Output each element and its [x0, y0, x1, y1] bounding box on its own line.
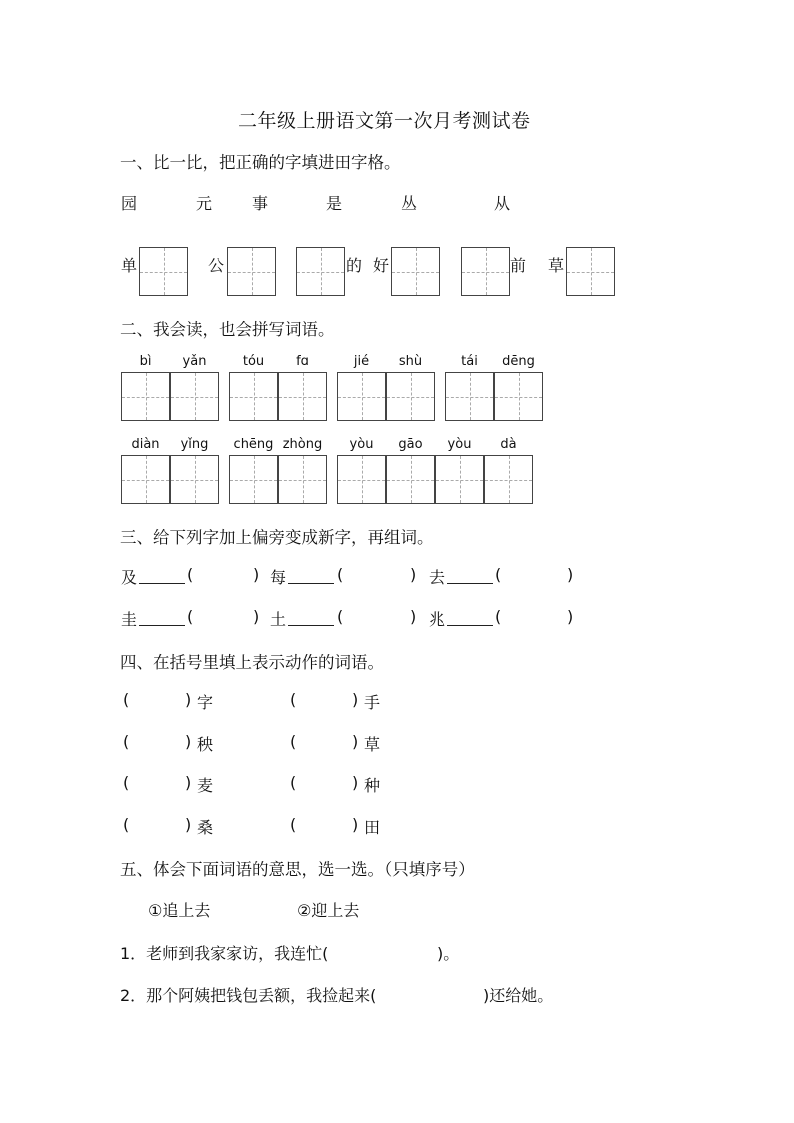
- pinyin-label: shù: [398, 354, 423, 369]
- section3-heading: 三、给下列字加上偏旁变成新字，再组词。: [120, 528, 434, 547]
- tianzige-box[interactable]: [461, 247, 510, 296]
- pinyin-label: yǐng: [180, 437, 209, 452]
- question-text-end: )还给她。: [483, 986, 554, 1005]
- close-paren: ): [352, 690, 359, 709]
- choice-char: 丛: [401, 194, 418, 213]
- tianzige-box[interactable]: [121, 372, 170, 421]
- close-paren: ): [185, 815, 192, 834]
- pinyin-label: yòu: [349, 437, 374, 452]
- action-object: 田: [364, 818, 381, 837]
- tianzige-box[interactable]: [229, 372, 278, 421]
- open-paren: (: [187, 565, 194, 584]
- question-text-end: )。: [437, 944, 460, 963]
- tianzige-box[interactable]: [445, 372, 494, 421]
- word-char: 好: [373, 256, 390, 275]
- tianzige-box[interactable]: [296, 247, 345, 296]
- blank-line[interactable]: [139, 567, 185, 584]
- open-paren: (: [290, 815, 297, 834]
- tianzige-box[interactable]: [386, 455, 435, 504]
- tianzige-box[interactable]: [337, 372, 386, 421]
- blank-line[interactable]: [447, 567, 493, 584]
- pinyin-label: zhòng: [282, 437, 323, 452]
- action-object: 麦: [197, 776, 214, 795]
- section2-heading: 二、我会读，也会拼写词语。: [120, 320, 335, 339]
- page-title: 二年级上册语文第一次月考测试卷: [238, 110, 531, 132]
- close-paren: ): [185, 690, 192, 709]
- tianzige-box[interactable]: [229, 455, 278, 504]
- blank-line[interactable]: [447, 609, 493, 626]
- open-paren: (: [495, 607, 502, 626]
- pinyin-label: tái: [461, 354, 478, 369]
- base-char: 圭: [121, 610, 138, 629]
- open-paren: (: [337, 607, 344, 626]
- close-paren: ): [567, 607, 574, 626]
- choice-char: 事: [252, 194, 269, 213]
- word-char: 公: [208, 256, 225, 275]
- open-paren: (: [290, 732, 297, 751]
- tianzige-box[interactable]: [170, 372, 219, 421]
- close-paren: ): [253, 607, 260, 626]
- pinyin-label: yǎn: [182, 354, 207, 369]
- tianzige-box[interactable]: [170, 455, 219, 504]
- action-object: 种: [364, 776, 381, 795]
- open-paren: (: [290, 773, 297, 792]
- base-char: 土: [270, 610, 287, 629]
- action-object: 字: [197, 693, 214, 712]
- choice-char: 园: [121, 194, 138, 213]
- question-text: 2．那个阿姨把钱包丢额，我捡起来(: [120, 986, 377, 1005]
- open-paren: (: [495, 565, 502, 584]
- pinyin-label: bì: [139, 354, 152, 369]
- choice-char: 是: [326, 194, 343, 213]
- word-char: 的: [346, 256, 363, 275]
- close-paren: ): [352, 815, 359, 834]
- close-paren: ): [185, 773, 192, 792]
- tianzige-box[interactable]: [278, 372, 327, 421]
- word-char: 草: [548, 256, 565, 275]
- section4-heading: 四、在括号里填上表示动作的词语。: [120, 653, 384, 672]
- close-paren: ): [253, 565, 260, 584]
- pinyin-label: dēng: [502, 354, 535, 369]
- choice-char: 从: [494, 194, 511, 213]
- action-object: 手: [364, 693, 381, 712]
- blank-line[interactable]: [139, 609, 185, 626]
- tianzige-box[interactable]: [435, 455, 484, 504]
- tianzige-box[interactable]: [484, 455, 533, 504]
- open-paren: (: [290, 690, 297, 709]
- tianzige-box[interactable]: [386, 372, 435, 421]
- open-paren: (: [123, 732, 130, 751]
- action-object: 桑: [197, 818, 214, 837]
- open-paren: (: [337, 565, 344, 584]
- tianzige-box[interactable]: [139, 247, 188, 296]
- action-object: 秧: [197, 735, 214, 754]
- base-char: 及: [121, 568, 138, 587]
- tianzige-box[interactable]: [391, 247, 440, 296]
- word-char: 前: [510, 256, 527, 275]
- open-paren: (: [123, 690, 130, 709]
- option-1: ①追上去: [148, 901, 211, 920]
- close-paren: ): [410, 565, 417, 584]
- tianzige-box[interactable]: [337, 455, 386, 504]
- close-paren: ): [352, 773, 359, 792]
- blank-line[interactable]: [288, 567, 334, 584]
- open-paren: (: [123, 815, 130, 834]
- pinyin-label: chēng: [233, 437, 274, 452]
- tianzige-box[interactable]: [494, 372, 543, 421]
- action-object: 草: [364, 735, 381, 754]
- base-char: 兆: [429, 610, 446, 629]
- open-paren: (: [187, 607, 194, 626]
- option-2: ②迎上去: [297, 901, 360, 920]
- pinyin-label: jié: [353, 354, 370, 369]
- base-char: 每: [270, 568, 287, 587]
- section1-heading: 一、比一比，把正确的字填进田字格。: [120, 153, 401, 172]
- pinyin-label: tóu: [242, 354, 265, 369]
- pinyin-label: gāo: [398, 437, 423, 452]
- pinyin-label: dà: [500, 437, 517, 452]
- close-paren: ): [410, 607, 417, 626]
- pinyin-label: yòu: [447, 437, 472, 452]
- question-text: 1．老师到我家家访，我连忙(: [120, 944, 329, 963]
- tianzige-box[interactable]: [566, 247, 615, 296]
- open-paren: (: [123, 773, 130, 792]
- choice-char: 元: [196, 194, 213, 213]
- tianzige-box[interactable]: [227, 247, 276, 296]
- close-paren: ): [352, 732, 359, 751]
- tianzige-box[interactable]: [121, 455, 170, 504]
- close-paren: ): [185, 732, 192, 751]
- close-paren: ): [567, 565, 574, 584]
- base-char: 去: [429, 568, 446, 587]
- pinyin-label: diàn: [131, 437, 160, 452]
- word-char: 单: [121, 256, 138, 275]
- pinyin-label: fɑ: [296, 354, 309, 369]
- tianzige-box[interactable]: [278, 455, 327, 504]
- section5-heading: 五、体会下面词语的意思，选一选。（只填序号）: [120, 860, 475, 879]
- blank-line[interactable]: [288, 609, 334, 626]
